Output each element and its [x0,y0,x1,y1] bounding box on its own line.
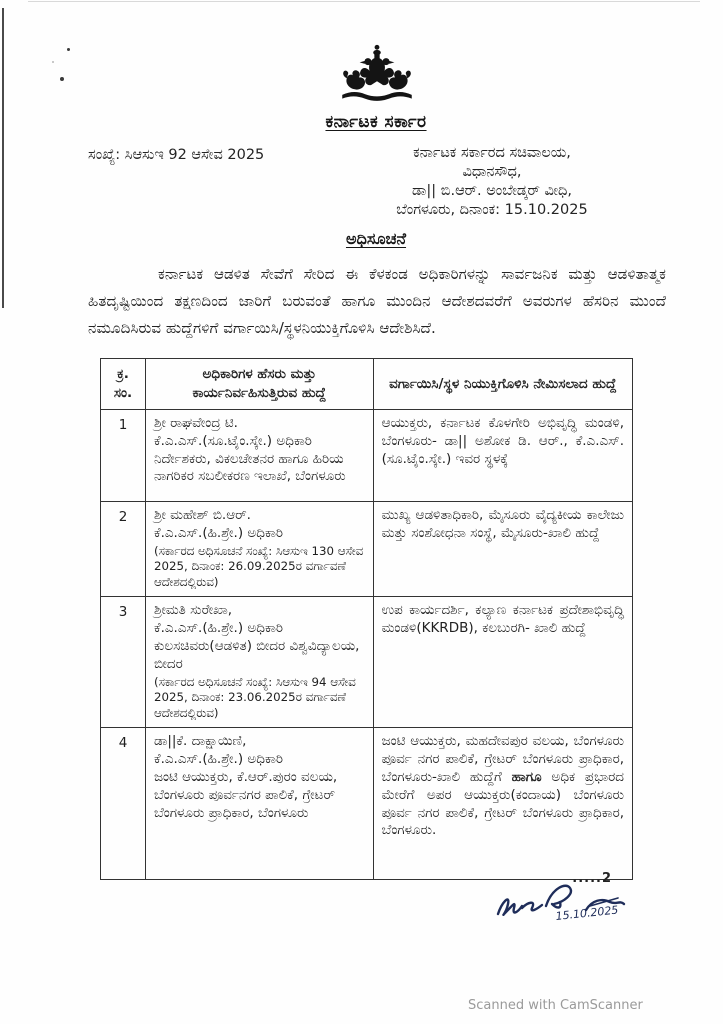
posting-bold-word: ಹಾಗೂ [511,768,542,785]
serial-no: 3 [101,597,146,728]
header-new-posting: ವರ್ಗಾಯಿಸಿ/ಸ್ಥಳ ನಿಯುಕ್ತಿಗೊಳಿಸಿ ನೇಮಿಸಲಾದ ಹುದ್ದೆ [373,359,632,410]
posting-cell: ಆಯುಕ್ತರು, ಕರ್ನಾಟಕ ಕೊಳಗೇರಿ ಅಭಿವೃದ್ಧಿ ಮಂಡಳಿ, ಬೆಂಗಳೂರು- ಡಾ|| ಅಶೋಕ ಡಿ. ಆರ್., ಕೆ.ಎ.ಎಸ್.(ಸೂ.ಟೈಂ.ಸ್ಕೇ.) ಇವರ ಸ್ಥಳಕ್ಕೆ [373,410,632,502]
notification-heading: ಅಧಿಸೂಚನೆ [345,229,407,248]
scan-edge-artifact [28,1,700,2]
officer-cadre: ಕೆ.ಎ.ಎಸ್.(ಹಿ.ಶ್ರೇ.) ಅಧಿಕಾರಿ [153,751,283,768]
officer-order-note: (ಸರ್ಕಾರದ ಅಧಿಸೂಚನೆ ಸಂಖ್ಯೆ: ಸಿಆಸುಇ 94 ಆಸೇವ 2025, ದಿನಾಂಕ: 23.06.2025ರ ವರ್ಗಾವಣೆ ಆದೇಶದಲ್ಲಿರುವ) [153,674,356,720]
address-line-date: ಬೆಂಗಳೂರು, ದಿನಾಂಕ: 15.10.2025 [396,202,588,218]
table-row [101,502,633,597]
officer-cadre: ಕೆ.ಎ.ಎಸ್.(ಸೂ.ಟೈಂ.ಸ್ಕೇ.) ಅಧಿಕಾರಿ [153,432,312,449]
officer-cell [145,597,373,728]
scan-speck [52,61,54,63]
officer-cadre: ಕೆ.ಎ.ಎಸ್.(ಹಿ.ಶ್ರೇ.) ಅಧಿಕಾರಿ [153,620,283,637]
officer-cell [145,728,373,880]
officer-name: ಶ್ರೀಮತಿ ಸುರೇಖಾ, [153,602,233,619]
table-header-row [101,359,633,410]
officer-name: ಡಾ||ಕೆ. ದಾಕ್ಷಾಯಿಣಿ, [153,733,247,750]
officer-current-post: ಕುಲಸಚಿವರು(ಆಡಳಿತ) ಬೀದರ ವಿಶ್ವವಿದ್ಯಾಲಯ, ಬೀದರ [153,637,360,672]
officer-name: ಶ್ರೀ ರಾಘವೇಂದ್ರ ಟಿ. [153,415,238,431]
address-line: ಕರ್ನಾಟಕ ಸರ್ಕಾರದ ಸಚಿವಾಲಯ, [413,145,571,161]
officer-cell [145,410,373,502]
address-line: ಡಾ|| ಬಿ.ಆರ್. ಅಂಬೇಡ್ಕರ್ ವೀಧಿ, [412,183,572,199]
officer-name: ಶ್ರೀ ಮಹೇಶ್ ಬಿ.ಆರ್. [153,507,251,523]
officer-cell [145,502,373,597]
officer-current-post: ನಿರ್ದೇಶಕರು, ವಿಕಲಚೇತನರ ಹಾಗೂ ಹಿರಿಯ ನಾಗರಿಕರ ಸಬಲೀಕರಣ ಇಲಾಖೆ, ಬೆಂಗಳೂರು [153,450,346,485]
scan-speck [60,77,64,81]
posting-text: ಜಂಟಿ ಆಯುಕ್ತರು, ಮಹದೇವಪುರ ವಲಯ, ಬೆಂಗಳೂರು ಪೂರ್ವ ನಗರ ಪಾಲಿಕೆ, ಗ್ರೇಟರ್ ಬೆಂಗಳೂರು ಪ್ರಾಧಿಕಾರ, ಬೆಂಗಳೂರು-ಖಾಲಿ ಹುದ್ದೆಗೆ [381,733,624,785]
signature-date: 15.10.2025 [554,903,619,923]
header-officer-name: ಅಧಿಕಾರಿಗಳ ಹೆಸರು ಮತ್ತು ಕಾರ್ಯನಿರ್ವಹಿಸುತ್ತಿರುವ ಹುದ್ದೆ [145,359,373,410]
officer-order-note: (ಸರ್ಕಾರದ ಅಧಿಸೂಚನೆ ಸಂಖ್ಯೆ: ಸಿಆಸುಇ 130 ಆಸೇವ 2025, ದಿನಾಂಕ: 26.09.2025ರ ವರ್ಗಾವಣೆ ಆದೇಶದಲ್ಲಿರುವ) [153,543,364,589]
posting-cell: ಉಪ ಕಾರ್ಯದರ್ಶಿ, ಕಲ್ಯಾಣ ಕರ್ನಾಟಕ ಪ್ರದೇಶಾಭಿವೃದ್ಧಿ ಮಂಡಳಿ(KKRDB), ಕಲಬುರಗಿ- ಖಾಲಿ ಹುದ್ದೆ [373,597,632,728]
scan-edge-artifact [2,8,4,308]
table-row [101,410,633,502]
posting-cell: ಮುಖ್ಯ ಆಡಳಿತಾಧಿಕಾರಿ, ಮೈಸೂರು ವೈದ್ಯಕೀಯ ಕಾಲೇಜು ಮತ್ತು ಸಂಶೋಧನಾ ಸಂಸ್ಥೆ, ಮೈಸೂರು-ಖಾಲಿ ಹುದ್ದೆ [373,502,632,597]
serial-no: 4 [101,728,146,880]
serial-no: 1 [101,410,146,502]
reference-number: ಸಂಖ್ಯೆ: ಸಿಆಸುಇ 92 ಆಸೇವ 2025 [88,147,265,163]
table-row [101,597,633,728]
posting-text: ಅಧಿಕ ಪ್ರಭಾರದ ಮೇರೆಗೆ ಅಪರ ಆಯುಕ್ತರು(ಕಂದಾಯ) ಬೆಂಗಳೂರು ಪೂರ್ವ ನಗರ ಪಾಲಿಕೆ, ಗ್ರೇಟರ್ ಬೆಂಗಳೂರು ಪ್ರಾಧಿಕಾರ, ಬೆಂಗಳೂರು. [381,768,624,839]
scan-speck [67,48,70,51]
camscanner-watermark: Scanned with CamScanner [468,998,643,1013]
officer-cadre: ಕೆ.ಎ.ಎಸ್.(ಹಿ.ಶ್ರೇ.) ಅಧಿಕಾರಿ [153,524,283,541]
karnataka-state-emblem-icon [330,42,424,110]
serial-no: 2 [101,502,146,597]
issuing-office-address [368,144,616,220]
header-serial-no: ಕ್ರ. ಸಂ. [101,359,146,410]
notification-body-paragraph: ಕರ್ನಾಟಕ ಆಡಳಿತ ಸೇವೆಗೆ ಸೇರಿದ ಈ ಕೆಳಕಂಡ ಅಧಿಕಾರಿಗಳನ್ನು ಸಾರ್ವಜನಿಕ ಮತ್ತು ಆಡಳಿತಾತ್ಮಕ ಹಿತದೃಷ್ಟಿಯಿಂದ ತಕ್ಷಣದಿಂದ ಜಾರಿಗೆ ಬರುವಂತೆ ಹಾಗೂ ಮುಂದಿನ ಆದೇಶದವರೆಗೆ ಅವರುಗಳ ಹೆಸರಿನ ಮುಂದೆ ನಮೂದಿಸಿರುವ ಹುದ್ದೆಗಳಿಗೆ ವರ್ಗಾಯಿಸಿ/ಸ್ಥಳನಿಯುಕ್ತಿಗೊಳಿಸಿ ಆದೇಶಿಸಿದೆ. [88,265,666,337]
table-row [101,728,633,880]
transfer-orders-table [100,358,633,880]
page-continuation-marker: .....2 [572,871,612,886]
posting-cell [373,728,632,880]
government-title: ಕರ್ನಾಟಕ ಸರ್ಕಾರ [325,112,427,132]
handwritten-signature [490,876,630,932]
officer-current-post: ಜಂಟಿ ಆಯುಕ್ತರು, ಕೆ.ಆರ್.ಪುರಂ ವಲಯ, ಬೆಂಗಳೂರು ಪೂರ್ವನಗರ ಪಾಲಿಕೆ, ಗ್ರೇಟರ್ ಬೆಂಗಳೂರು ಪ್ರಾಧಿಕಾರ, ಬೆಂಗಳೂರು [153,768,338,821]
address-line: ವಿಧಾನಸೌಧ, [462,164,522,180]
